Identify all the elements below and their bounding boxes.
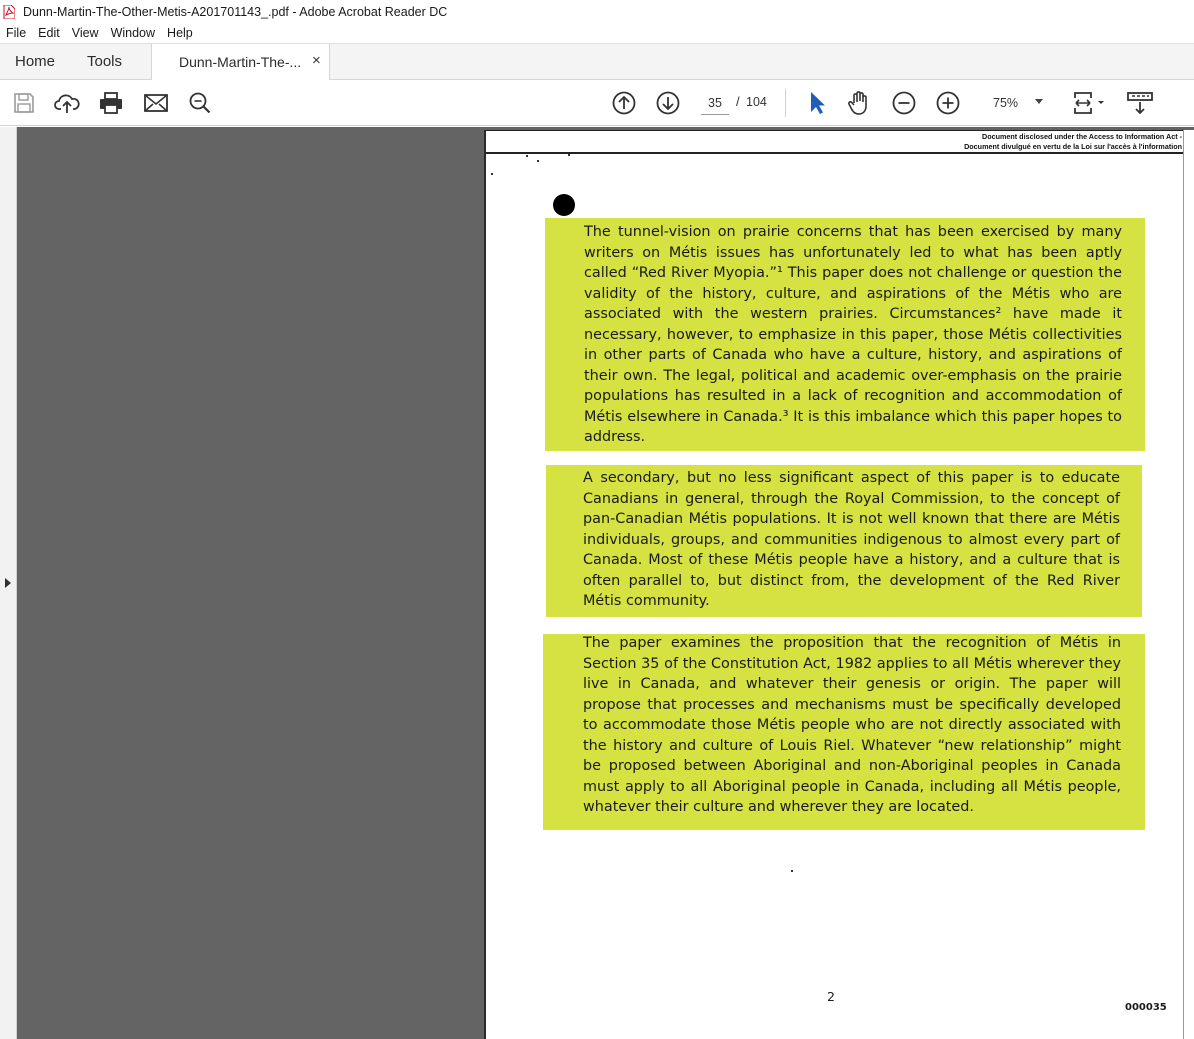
page-right-edge xyxy=(1183,130,1184,1039)
menu-window[interactable]: Window xyxy=(110,26,156,40)
document-tab-label: Dunn-Martin-The-... xyxy=(179,54,302,70)
cloud-upload-icon[interactable] xyxy=(54,90,80,116)
disclosure-line-english: Document disclosed under the Access to Information Act - xyxy=(982,132,1182,141)
page-separator: / xyxy=(736,94,740,109)
scan-speck xyxy=(491,173,493,175)
page-total: 104 xyxy=(746,95,767,109)
menu-bar xyxy=(0,23,1194,43)
disclosure-line-french: Document divulgué en vertu de la Loi sur l'accès à l'information xyxy=(964,142,1182,151)
page-footer-number: 2 xyxy=(827,989,835,1004)
tab-bar xyxy=(0,43,1194,80)
document-stamp-number: 000035 xyxy=(1125,1002,1167,1013)
close-icon[interactable]: × xyxy=(312,52,321,69)
scan-speck xyxy=(568,154,570,156)
hole-punch-mark xyxy=(553,194,575,216)
next-page-icon[interactable] xyxy=(655,90,681,116)
read-mode-icon[interactable] xyxy=(1126,90,1154,116)
scan-speck xyxy=(537,160,539,162)
expand-panel-icon[interactable] xyxy=(5,578,11,588)
zoom-in-icon[interactable] xyxy=(935,90,961,116)
menu-help[interactable]: Help xyxy=(167,26,193,40)
page-top-border xyxy=(486,130,1183,131)
acrobat-pdf-icon xyxy=(3,5,17,19)
paragraph-section-35: The paper examines the proposition that the recognition of Métis in Section 35 of the Constitution Act, 1982 applies to all Métis wherever they live in Canada, and whatever their genesis or origin. The paper will propose that processes and mechanisms must be specifically developed to accommodate those Métis people who are not directly associated with the history and culture of Louis Riel. Whatever “new relationship” might be proposed between Aboriginal and non-Aboriginal peoples in Canada must apply to all Aboriginal people in Canada, including all Métis people, whatever their culture and wherever they are located. xyxy=(583,635,1121,816)
tab-home[interactable]: Home xyxy=(15,53,56,70)
scan-speck xyxy=(526,155,528,157)
paragraph-red-river-myopia: The tunnel-vision on prairie concerns that has been exercised by many writers on Métis issues has unfortunately led to what has been aptly called “Red River Myopia.”¹ This paper does not challenge or question the validity of the history, culture, and aspirations of the Métis who are associated with the western prairies. Circumstances² have made it necessary, however, to emphasize in this paper, those Métis collectivities in other parts of Canada who have a culture, history, and aspirations of their own. The legal, political and academic over-emphasis on the prairie populations has resulted in a lack of recognition and accommodation of Métis elsewhere in Canada.³ It is this imbalance which this paper hopes to address. xyxy=(584,224,1122,446)
zoom-select[interactable] xyxy=(983,90,1051,116)
zoom-out-icon[interactable] xyxy=(891,90,917,116)
tab-tools[interactable]: Tools xyxy=(87,53,123,70)
menu-edit[interactable]: Edit xyxy=(38,26,60,40)
email-icon[interactable] xyxy=(143,90,169,116)
zoom-value: 75% xyxy=(993,96,1019,110)
paragraph-pan-canadian: A secondary, but no less significant aspect of this paper is to educate Canadians in general, through the Royal Commission, to the concept of pan-Canadian Métis populations. It is not well known that there are Métis individuals, groups, and communities indigenous to almost every part of Canada. Most of these Métis people have a history, and a culture that is often parallel to, but distinct from, the development of the Red River Métis community. xyxy=(583,470,1120,610)
pdf-page xyxy=(484,130,1194,1039)
tab-document[interactable] xyxy=(151,44,330,81)
scan-speck xyxy=(791,870,793,872)
hand-icon[interactable] xyxy=(847,90,873,116)
search-zoom-icon[interactable] xyxy=(187,90,213,116)
window-title: Dunn-Martin-The-Other-Metis-A201701143_.pdf - Adobe Acrobat Reader DC xyxy=(23,4,448,19)
print-icon[interactable] xyxy=(98,90,124,116)
menu-view[interactable]: View xyxy=(71,26,99,40)
disclosure-header xyxy=(964,132,1182,152)
left-panel-toggle[interactable] xyxy=(0,127,17,1039)
page-number-input[interactable] xyxy=(701,91,729,115)
menu-file[interactable]: File xyxy=(6,26,27,40)
fit-page-icon[interactable] xyxy=(1071,90,1107,116)
toolbar-divider xyxy=(785,89,786,117)
select-cursor-icon[interactable] xyxy=(804,90,830,116)
title-bar xyxy=(0,0,1194,23)
previous-page-icon[interactable] xyxy=(611,90,637,116)
chevron-down-icon[interactable] xyxy=(1035,99,1043,104)
disclosure-rule xyxy=(486,152,1183,154)
save-icon[interactable] xyxy=(11,90,37,116)
